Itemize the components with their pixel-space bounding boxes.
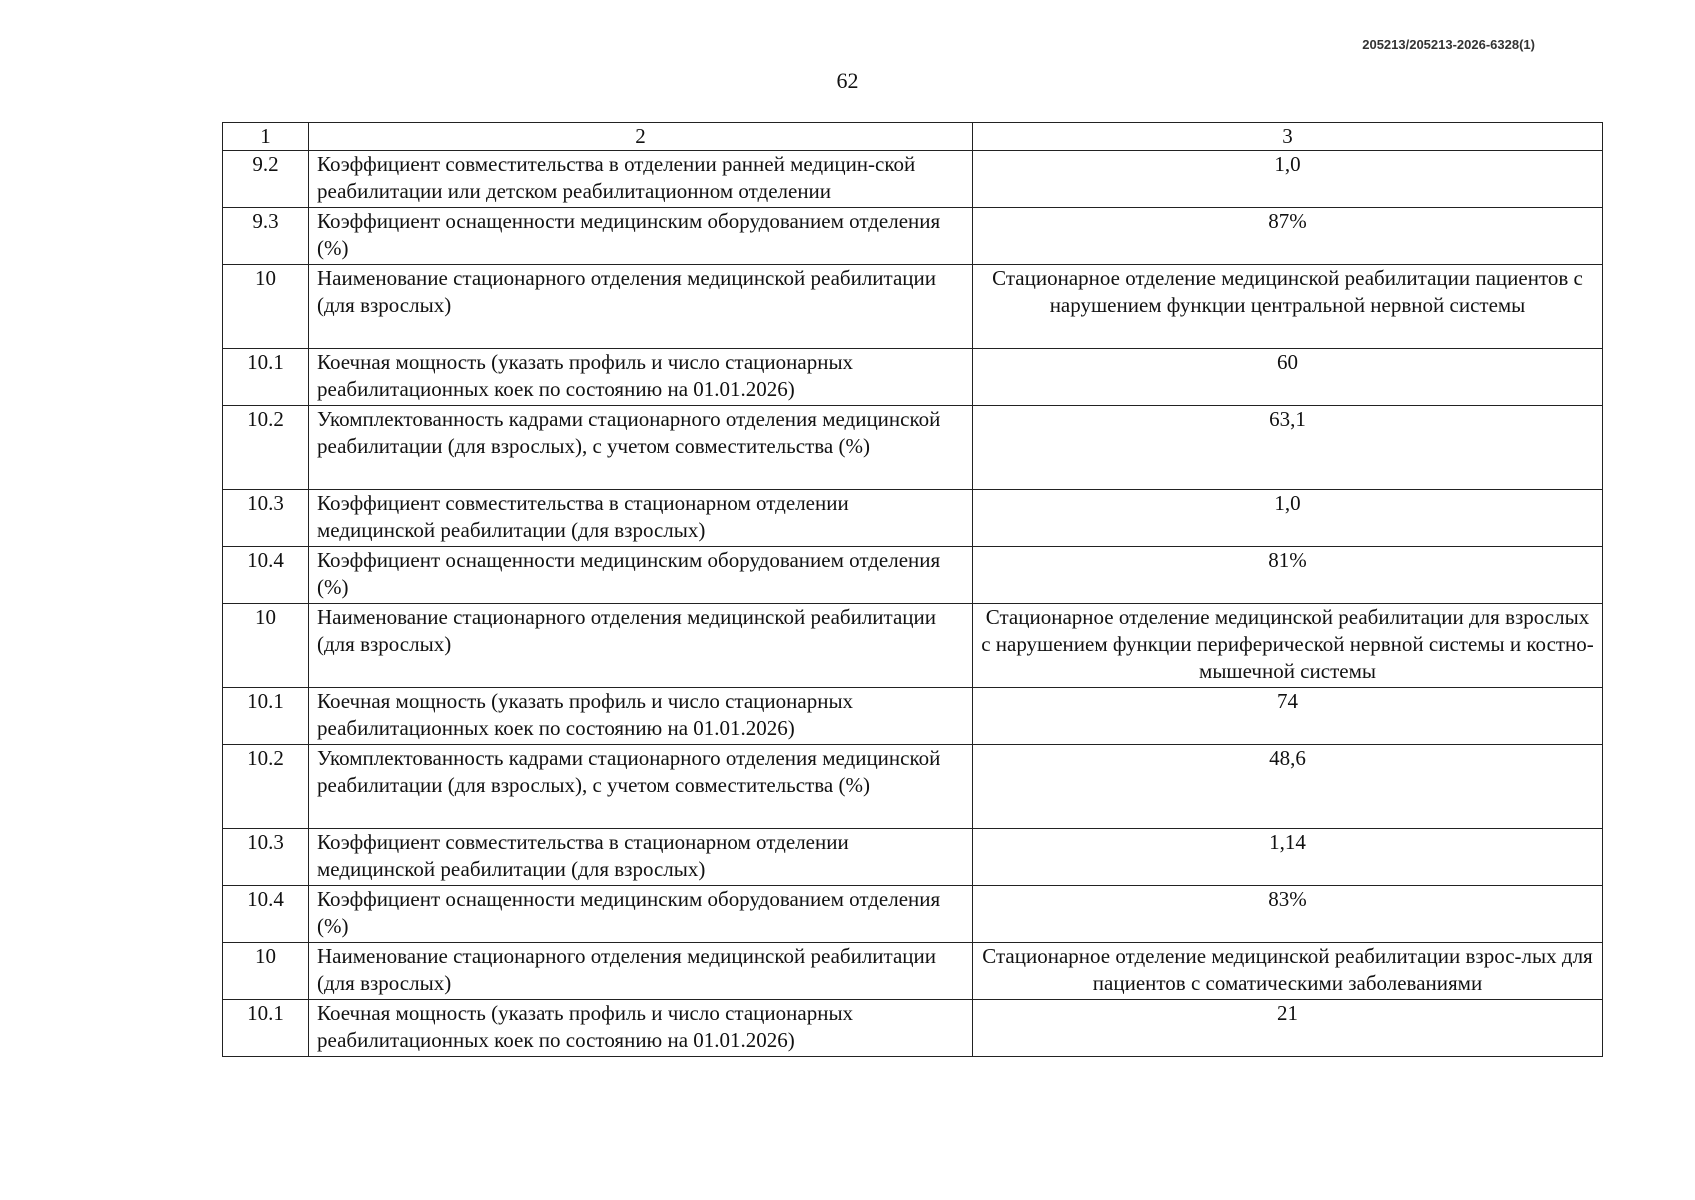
header-cell-col2: 2: [309, 123, 973, 151]
row-number-cell: 9.2: [223, 151, 309, 208]
table-header-row: [223, 123, 1603, 151]
row-description-cell: Коэффициент оснащенности медицинским оборудованием отделения (%): [309, 208, 973, 265]
row-description-cell: Укомплектованность кадрами стационарного отделения медицинской реабилитации (для взрослых), с учетом совместительства (%): [309, 406, 973, 490]
row-description-cell: Укомплектованность кадрами стационарного отделения медицинской реабилитации (для взрослых), с учетом совместительства (%): [309, 745, 973, 829]
row-value-cell: 1,0: [973, 490, 1603, 547]
row-value-cell: 63,1: [973, 406, 1603, 490]
page-number: 62: [836, 68, 859, 93]
row-value-cell: 48,6: [973, 745, 1603, 829]
row-number-cell: 10.1: [223, 1000, 309, 1057]
row-value-cell: 1,0: [973, 151, 1603, 208]
row-value-cell: 83%: [973, 886, 1603, 943]
row-value-cell: 21: [973, 1000, 1603, 1057]
data-table: [222, 122, 1603, 1057]
row-value-cell: Стационарное отделение медицинской реабилитации пациентов с нарушением функции центральной нервной системы: [973, 265, 1603, 349]
table-row: [223, 829, 1603, 886]
row-number-cell: 10.3: [223, 490, 309, 547]
table-row: [223, 604, 1603, 688]
row-value-cell: Стационарное отделение медицинской реабилитации взрос-лых для пациентов с соматическими заболеваниями: [973, 943, 1603, 1000]
row-description-cell: Коэффициент совместительства в стационарном отделении медицинской реабилитации (для взрослых): [309, 490, 973, 547]
row-description-cell: Наименование стационарного отделения медицинской реабилитации (для взрослых): [309, 943, 973, 1000]
row-description-cell: Коэффициент совместительства в стационарном отделении медицинской реабилитации (для взрослых): [309, 829, 973, 886]
document-id: 205213/205213-2026-6328(1): [1362, 37, 1535, 52]
row-description-cell: Наименование стационарного отделения медицинской реабилитации (для взрослых): [309, 604, 973, 688]
row-number-cell: 10: [223, 265, 309, 349]
table-row: [223, 406, 1603, 490]
row-number-cell: 10.3: [223, 829, 309, 886]
row-number-cell: 10.4: [223, 886, 309, 943]
row-number-cell: 10.1: [223, 349, 309, 406]
row-description-cell: Коечная мощность (указать профиль и число стационарных реабилитационных коек по состоянию на 01.01.2026): [309, 688, 973, 745]
row-description-cell: Коэффициент оснащенности медицинским оборудованием отделения (%): [309, 547, 973, 604]
row-number-cell: 10.2: [223, 406, 309, 490]
table-row: [223, 547, 1603, 604]
table-row: [223, 490, 1603, 547]
row-number-cell: 10.4: [223, 547, 309, 604]
header-cell-col1: 1: [223, 123, 309, 151]
row-description-cell: Коэффициент совместительства в отделении ранней медицин-ской реабилитации или детском реабилитационном отделении: [309, 151, 973, 208]
row-value-cell: 1,14: [973, 829, 1603, 886]
table-row: [223, 349, 1603, 406]
row-number-cell: 9.3: [223, 208, 309, 265]
table-row: [223, 745, 1603, 829]
row-number-cell: 10.1: [223, 688, 309, 745]
table-row: [223, 265, 1603, 349]
row-number-cell: 10: [223, 943, 309, 1000]
row-value-cell: 81%: [973, 547, 1603, 604]
table-row: [223, 943, 1603, 1000]
table-row: [223, 151, 1603, 208]
row-description-cell: Наименование стационарного отделения медицинской реабилитации (для взрослых): [309, 265, 973, 349]
row-number-cell: 10.2: [223, 745, 309, 829]
row-number-cell: 10: [223, 604, 309, 688]
header-cell-col3: 3: [973, 123, 1603, 151]
row-description-cell: Коечная мощность (указать профиль и число стационарных реабилитационных коек по состоянию на 01.01.2026): [309, 349, 973, 406]
row-value-cell: 87%: [973, 208, 1603, 265]
table-row: [223, 688, 1603, 745]
row-value-cell: Стационарное отделение медицинской реабилитации для взрослых с нарушением функции периферической нервной системы и костно-мышечной системы: [973, 604, 1603, 688]
row-value-cell: 74: [973, 688, 1603, 745]
row-description-cell: Коечная мощность (указать профиль и число стационарных реабилитационных коек по состоянию на 01.01.2026): [309, 1000, 973, 1057]
row-description-cell: Коэффициент оснащенности медицинским оборудованием отделения (%): [309, 886, 973, 943]
row-value-cell: 60: [973, 349, 1603, 406]
table-row: [223, 208, 1603, 265]
table-row: [223, 1000, 1603, 1057]
table-row: [223, 886, 1603, 943]
